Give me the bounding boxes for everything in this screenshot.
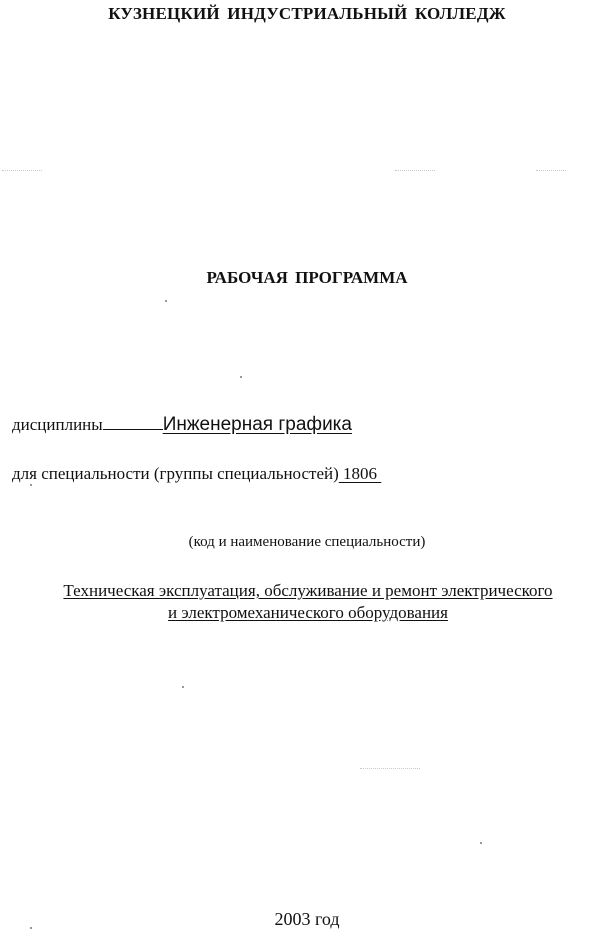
discipline-name: Инженерная графика [162, 414, 352, 435]
scan-speck [480, 842, 482, 844]
scan-dotted-line [2, 170, 42, 171]
specialty-hint-text: (код и наименование специальности) [188, 534, 426, 550]
scan-speck [30, 484, 32, 486]
specialty-name [8, 580, 608, 624]
scan-speck [165, 300, 167, 302]
scan-speck [182, 686, 184, 688]
specialty-code-field [339, 464, 382, 483]
discipline-row [12, 414, 352, 436]
discipline-label: дисциплины [12, 415, 103, 434]
specialty-name-line1: Техническая эксплуатация, обслуживание и ремонт электрического [63, 581, 553, 600]
document-title: РАБОЧАЯ ПРОГРАММА [206, 268, 408, 287]
scan-dotted-line [360, 768, 420, 769]
college-name: КУЗНЕЦКИЙ ИНДУСТРИАЛЬНЫЙ КОЛЛЕДЖ [108, 4, 506, 23]
specialty-hint [0, 534, 614, 551]
specialty-row [12, 464, 381, 484]
specialty-code: 1806 [343, 464, 378, 483]
scan-dotted-line [395, 170, 435, 171]
specialty-name-line2: и электромеханического оборудования [168, 603, 448, 622]
discipline-blank-line [103, 415, 163, 430]
scan-dotted-line [536, 170, 566, 171]
specialty-label: для специальности (группы специальностей) [12, 464, 339, 483]
scan-speck [240, 376, 242, 378]
document-year: 2003 год [274, 909, 340, 929]
